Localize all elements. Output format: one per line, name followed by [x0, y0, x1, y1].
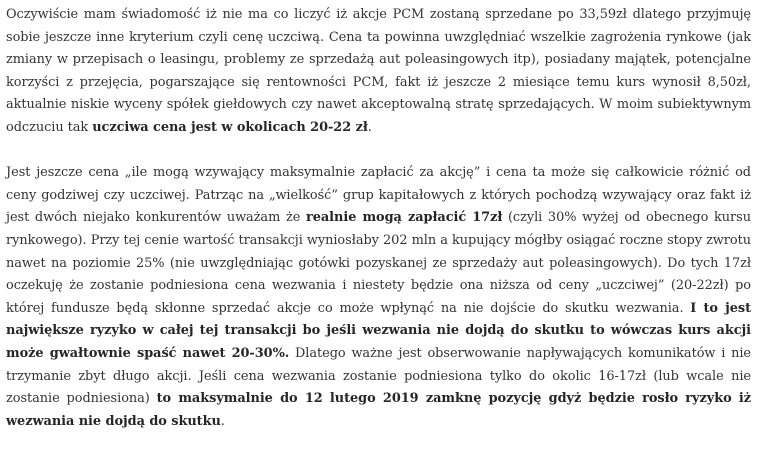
text-run: (czyli 30% wyżej od obecnego kursu rynkowego). Przy tej cenie wartość transakcji wyniosłaby 202 mln a kupujący mógłby osiągać roczne stopy zwrotu nawet na poziomie 25% (nie uwzględniając gotówki pozyskanej ze sprzedaży aut poleasingowych). Do tych 17zł oczekuję że zostanie podniesiona cena wezwania i niestety będzie ona niższa od ceny „uczciwej” (20-22zł) po której fundusze będą skłonne sprzedać akcje co może wpłynąć na nie dojście do skutku wezwania.	[6, 210, 751, 316]
text-run: Oczywiście mam świadomość iż nie ma co liczyć iż akcje PCM zostaną sprzedane po 33,59zł dlatego przyjmuję sobie jeszcze inne kryterium czyli cenę uczciwą. Cena ta powinna uwzględniać wszelkie zagrożenia rynkowe (jak zmiany w przepisach o leasingu, problemy ze sprzedażą aut poleasingowych itp), posiadany majątek, potencjalne korzyści z przejęcia, pogarszające się rentowności PCM, fakt iż jeszcze 2 miesiące temu kurs wynosił 8,50zł, aktualnie niskie wyceny spółek giełdowych czy nawet akceptowalną stratę sprzedających. W moim subiektywnym odczuciu tak	[6, 7, 751, 135]
bold-biggest-risk: I to jest największe ryzyko w całej tej transakcji bo jeśli wezwania nie dojdą do skutku to wówczas kurs akcji może gwałtownie spaść nawet 20-30%.	[6, 300, 751, 361]
bold-close-position: to maksymalnie do 12 lutego 2019 zamknę pozycję gdyż będzie rosło ryzyko iż wezwania nie dojdą do skutku	[6, 391, 751, 429]
paragraph-fair-price	[6, 4, 751, 140]
text-run: Dlatego ważne jest obserwowanie napływających komunikatów i nie trzymanie zbyt długo akcji. Jeśli cena wezwania zostanie podniesiona tylko do okolic 16-17zł (lub wcale nie zostanie podniesiona)	[6, 345, 751, 407]
bold-realistic-price: realnie mogą zapłacić 17zł	[305, 210, 503, 226]
paragraph-max-price	[6, 162, 751, 433]
text-run: .	[367, 119, 372, 135]
bold-fair-price: uczciwa cena jest w okolicach 20-22 zł	[92, 119, 368, 135]
text-run: .	[220, 413, 225, 429]
text-run: Jest jeszcze cena „ile mogą wzywający maksymalnie zapłacić za akcję” i cena ta może się całkowicie różnić od ceny godziwej czy uczciwej. Patrząc na „wielkość” grup kapitałowych z których pochodzą wzywający oraz fakt iż jest dwóch niejako konkurentów uważam że	[6, 165, 751, 226]
